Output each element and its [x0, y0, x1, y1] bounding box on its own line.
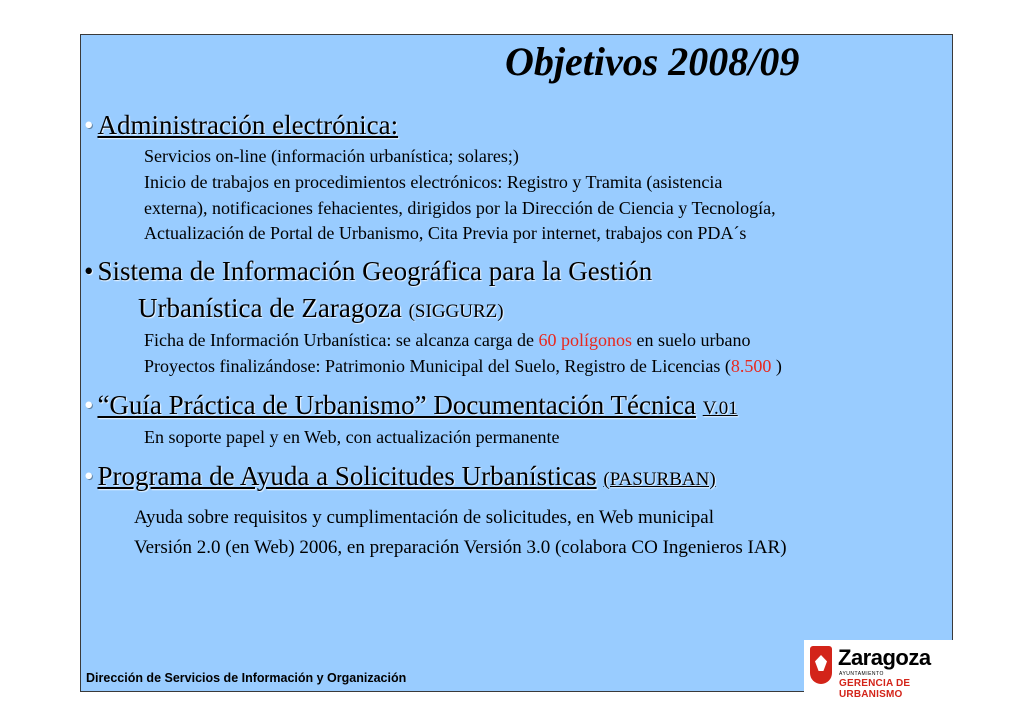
heading-text: Programa de Ayuda a Solicitudes Urbanísticas — [97, 461, 597, 491]
bullet-icon: • — [84, 461, 94, 491]
body-line: Servicios on-line (información urbanística; solares;) — [144, 146, 519, 166]
heading-text: Urbanística de Zaragoza — [138, 293, 402, 323]
slide-title: Objetivos 2008/09 — [505, 39, 800, 84]
zaragoza-logo — [804, 640, 957, 700]
heading-suffix: (SIGGURZ) — [408, 301, 504, 322]
highlight-value: 8.500 — [730, 356, 772, 376]
bullet-icon: • — [84, 256, 94, 286]
body-line: externa), notificaciones fehacientes, dirigidos por la Dirección de Ciencia y Tecnología, — [144, 198, 776, 218]
highlight-value: 60 polígonos — [538, 330, 632, 350]
text-span: Ficha de Información Urbanística: se alcanza carga de — [144, 330, 539, 350]
section-heading-guia — [84, 390, 738, 421]
logo-subtitle: AYUNTAMIENTO — [839, 671, 884, 677]
body-line — [144, 330, 750, 351]
bullet-icon: • — [84, 110, 94, 140]
crest-icon — [810, 646, 832, 684]
section-heading-administracion — [84, 110, 398, 141]
text-span: ) — [771, 356, 782, 376]
section-heading-sig — [84, 256, 652, 287]
section-heading-sig-line2 — [138, 293, 504, 324]
bullet-icon: • — [84, 390, 94, 420]
body-line: Actualización de Portal de Urbanismo, Cita Previa por internet, trabajos con PDA´s — [144, 223, 747, 243]
heading-text: Sistema de Información Geográfica para la Gestión — [97, 256, 653, 286]
heading-suffix: (PASURBAN) — [603, 469, 716, 490]
logo-name: Zaragoza — [838, 645, 931, 670]
section-heading-pasurban — [84, 461, 716, 492]
body-line: Inicio de trabajos en procedimientos electrónicos: Registro y Tramita (asistencia — [144, 172, 723, 192]
body-line — [144, 356, 782, 377]
heading-suffix: V.01 — [702, 398, 738, 419]
heading-text: “Guía Práctica de Urbanismo” Documentación Técnica — [97, 390, 696, 420]
body-line: En soporte papel y en Web, con actualización permanente — [144, 427, 560, 447]
footer-text: Dirección de Servicios de Información y Organización — [86, 671, 407, 685]
body-line: Versión 2.0 (en Web) 2006, en preparación Versión 3.0 (colabora CO Ingenieros IAR) — [134, 537, 787, 558]
text-span: en suelo urbano — [632, 330, 751, 350]
text-span: Proyectos finalizándose: Patrimonio Municipal del Suelo, Registro de Licencias ( — [144, 356, 731, 376]
logo-department: GERENCIA DE URBANISMO — [839, 678, 911, 700]
body-line: Ayuda sobre requisitos y cumplimentación de solicitudes, en Web municipal — [134, 507, 714, 528]
heading-text: Administración electrónica: — [97, 110, 399, 140]
